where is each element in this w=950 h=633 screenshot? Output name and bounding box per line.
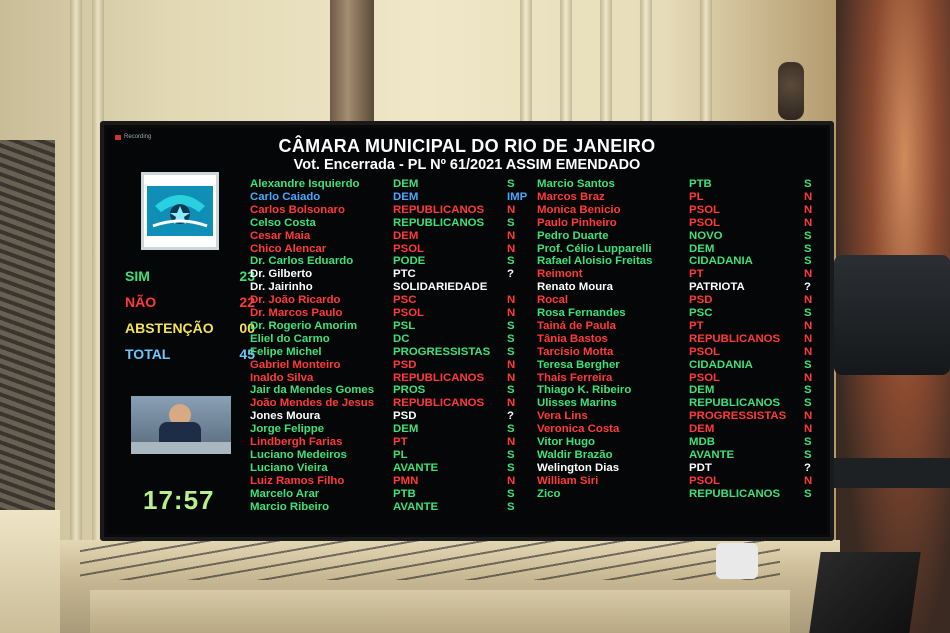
vote-value: N [804,216,813,229]
councillor-name: Dr. João Ricardo [250,294,341,307]
councillor-name: Eliel do Carmo [250,332,330,345]
councillor-name: Vera Lins [537,410,588,423]
party-name: DEM [393,190,419,203]
councillor-name: Lindbergh Farias [250,436,343,448]
party-name: PROGRESSISTAS [689,410,787,423]
stone-block [0,510,60,633]
councillor-name: Celso Costa [250,216,316,229]
vote-value: N [804,345,813,358]
vote-value: S [507,345,515,358]
party-name: PSOL [689,203,721,216]
recording-label: Recording [124,134,152,140]
tally-label: NÃO [125,294,157,310]
vote-value: S [804,242,812,255]
vote-value: N [804,268,813,281]
vote-value: N [507,358,516,371]
councillor-name: Luciano Medeiros [250,448,347,461]
party-name: AVANTE [393,500,439,513]
party-name: PSOL [689,345,721,358]
tally-value: 45 [239,346,255,362]
party-name: REPUBLICANOS [393,203,485,216]
vote-value: N [507,474,516,487]
tally-label: ABSTENÇÃO [125,320,214,336]
vote-value: N [804,319,813,332]
party-name: PT [689,319,704,332]
councillor-name: Luiz Ramos Filho [250,474,345,487]
party-name: PMN [393,474,419,487]
vote-value: S [804,307,812,319]
councillor-name: Marcio Ribeiro [250,500,330,513]
councillor-name: Thiago K. Ribeiro [537,384,632,397]
vote-value: S [804,229,812,242]
councillor-name: Waldir Brazão [537,448,613,461]
party-name: DEM [393,229,419,242]
broadcast-camera [834,255,950,375]
vote-value: N [507,436,516,448]
councillor-name: Marcio Santos [537,178,615,190]
vote-value: S [507,216,515,229]
party-name: PSC [689,307,713,319]
party-name: PODE [393,255,426,268]
councillor-name: Cesar Maia [250,229,311,242]
vote-value: S [804,487,812,500]
councillor-name: Marcos Braz [537,190,605,203]
councillor-name: Prof. Célio Lupparelli [537,242,652,255]
party-name: DEM [393,178,419,190]
party-name: PT [689,268,704,281]
vote-value: N [507,307,516,319]
vote-value: N [507,371,516,384]
chamber-logo [141,172,219,250]
councillor-name: Jair da Mendes Gomes [250,384,375,397]
party-name: AVANTE [393,461,439,474]
vote-value: S [507,487,515,500]
voting-screen [107,128,827,534]
councillor-name: Carlo Caiado [250,190,321,203]
voting-panel-tv [100,121,834,541]
party-name: PROS [393,384,426,397]
vote-value: S [507,332,515,345]
vote-value: S [804,448,812,461]
party-name: PL [393,448,408,461]
vote-value: S [507,178,515,190]
vote-value: N [507,242,516,255]
councillor-name: Pedro Duarte [537,229,609,242]
party-name: DEM [689,384,715,397]
councillor-name: Dr. Jairinho [250,281,313,294]
councillor-name: Inaldo Silva [250,371,314,384]
tally-value: 00 [239,320,255,336]
party-name: PTB [393,487,416,500]
party-name: REPUBLICANOS [393,371,485,384]
vote-value: N [804,332,813,345]
vote-value: S [507,423,515,436]
vote-value: S [804,178,812,190]
wooden-column [330,0,374,125]
vote-value: ? [507,410,514,423]
party-name: DC [393,332,410,345]
party-name: PSOL [393,242,425,255]
councillor-name: Tarcísio Motta [537,345,614,358]
councillor-name: Jones Moura [250,410,321,423]
party-name: PSD [393,410,417,423]
councillor-name: Rocal [537,294,569,307]
councillor-name: Renato Moura [537,281,613,294]
councillor-name: Alexandre Isquierdo [250,178,360,190]
councillor-name: Zico [537,487,561,500]
councillor-name: Paulo Pinheiro [537,216,617,229]
desk [131,442,231,454]
councillor-name: Reimont [537,268,583,281]
party-name: DEM [689,423,715,436]
councillor-name: Felipe Michel [250,345,322,358]
councillor-name: Thais Ferreira [537,371,613,384]
party-name: PSOL [689,216,721,229]
webcam [716,543,758,579]
councillor-name: Vitor Hugo [537,436,596,448]
councillor-name: Carlos Bolsonaro [250,203,345,216]
party-name: REPUBLICANOS [689,397,781,410]
cables [80,540,780,580]
party-name: PSOL [393,307,425,319]
party-name: AVANTE [689,448,735,461]
vote-value: N [507,294,516,307]
party-name: MDB [689,436,715,448]
councillor-name: Tânia Bastos [537,332,608,345]
vote-value: ? [804,461,811,474]
vote-value: N [804,474,813,487]
vote-value: N [804,190,813,203]
councillor-name: Ulisses Marins [537,397,617,410]
tally-label: TOTAL [125,346,171,362]
vote-value: N [507,397,516,410]
vote-value: ? [804,281,811,294]
wall-lamp [778,62,804,120]
vote-value: S [804,397,812,410]
party-name: DEM [689,242,715,255]
councillor-name: Luciano Vieira [250,461,328,474]
party-name: REPUBLICANOS [393,216,485,229]
vote-value: N [804,203,813,216]
vote-value: S [507,448,515,461]
vote-value: S [804,436,812,448]
vote-value: N [804,423,813,436]
party-name: REPUBLICANOS [393,397,485,410]
councillor-name: Dr. Carlos Eduardo [250,255,354,268]
vote-value: S [507,500,515,513]
party-name: PTB [689,178,712,190]
speaker [809,552,920,633]
councillor-name: Rosa Fernandes [537,307,626,319]
vote-value: N [804,294,813,307]
party-name: REPUBLICANOS [689,487,781,500]
vote-value: S [804,255,812,268]
tally-value: 22 [239,294,255,310]
party-name: CIDADANIA [689,358,753,371]
party-name: PSOL [689,371,721,384]
party-name: CIDADANIA [689,255,753,268]
tally-label: SIM [125,268,150,284]
councillor-name: Tainá de Paula [537,319,616,332]
tally-value: 23 [239,268,255,284]
party-name: REPUBLICANOS [689,332,781,345]
party-name: PSD [393,358,417,371]
vote-value: N [507,203,516,216]
councillor-name: William Siri [537,474,599,487]
stone-cornice [90,590,790,633]
party-name: PSL [393,319,416,332]
iron-railing [0,140,55,540]
vote-value: S [507,319,515,332]
party-name: PSOL [689,474,721,487]
councillor-name: Teresa Bergher [537,358,620,371]
party-name: PSC [393,294,417,307]
councillor-name: Chico Alencar [250,242,327,255]
party-name: PROGRESSISTAS [393,345,491,358]
party-name: PT [393,436,408,448]
vote-value: IMP [507,190,528,203]
councillor-name: Welington Dias [537,461,620,474]
party-name: PATRIOTA [689,281,745,294]
party-name: NOVO [689,229,723,242]
vote-value: S [507,255,515,268]
vote-value: S [507,461,515,474]
councillor-name: Rafael Aloisio Freitas [537,255,653,268]
vote-value: S [507,384,515,397]
councillor-name: Jorge Felippe [250,423,325,436]
councillor-name: Dr. Rogerio Amorim [250,319,358,332]
video-feed-thumbnail [131,396,231,454]
party-name: PL [689,190,704,203]
vote-value: S [804,384,812,397]
party-name: PSD [689,294,713,307]
vote-value: S [804,358,812,371]
vote-value: ? [507,268,514,281]
panel-subtitle: Vot. Encerrada - PL Nº 61/2021 ASSIM EMENDADO [293,157,641,173]
vote-value: N [507,229,516,242]
councillor-name: João Mendes de Jesus [250,397,375,410]
camera-arm [830,458,950,488]
councillor-name: Monica Benicio [537,203,621,216]
party-name: SOLIDARIEDADE [393,281,488,294]
councillor-name: Marcelo Arar [250,487,320,500]
party-name: DEM [393,423,419,436]
party-name: PTC [393,268,416,281]
councillor-name: Dr. Gilberto [250,268,313,281]
vote-value: N [804,371,813,384]
councillor-name: Gabriel Monteiro [250,358,341,371]
coat-of-arms-icon [147,186,213,236]
panel-title: CÂMARA MUNICIPAL DO RIO DE JANEIRO [278,136,656,156]
party-name: PDT [689,461,712,474]
councillor-name: Dr. Marcos Paulo [250,307,343,319]
clock: 17:57 [143,485,215,515]
vote-value: N [804,410,813,423]
councillor-name: Veronica Costa [537,423,620,436]
